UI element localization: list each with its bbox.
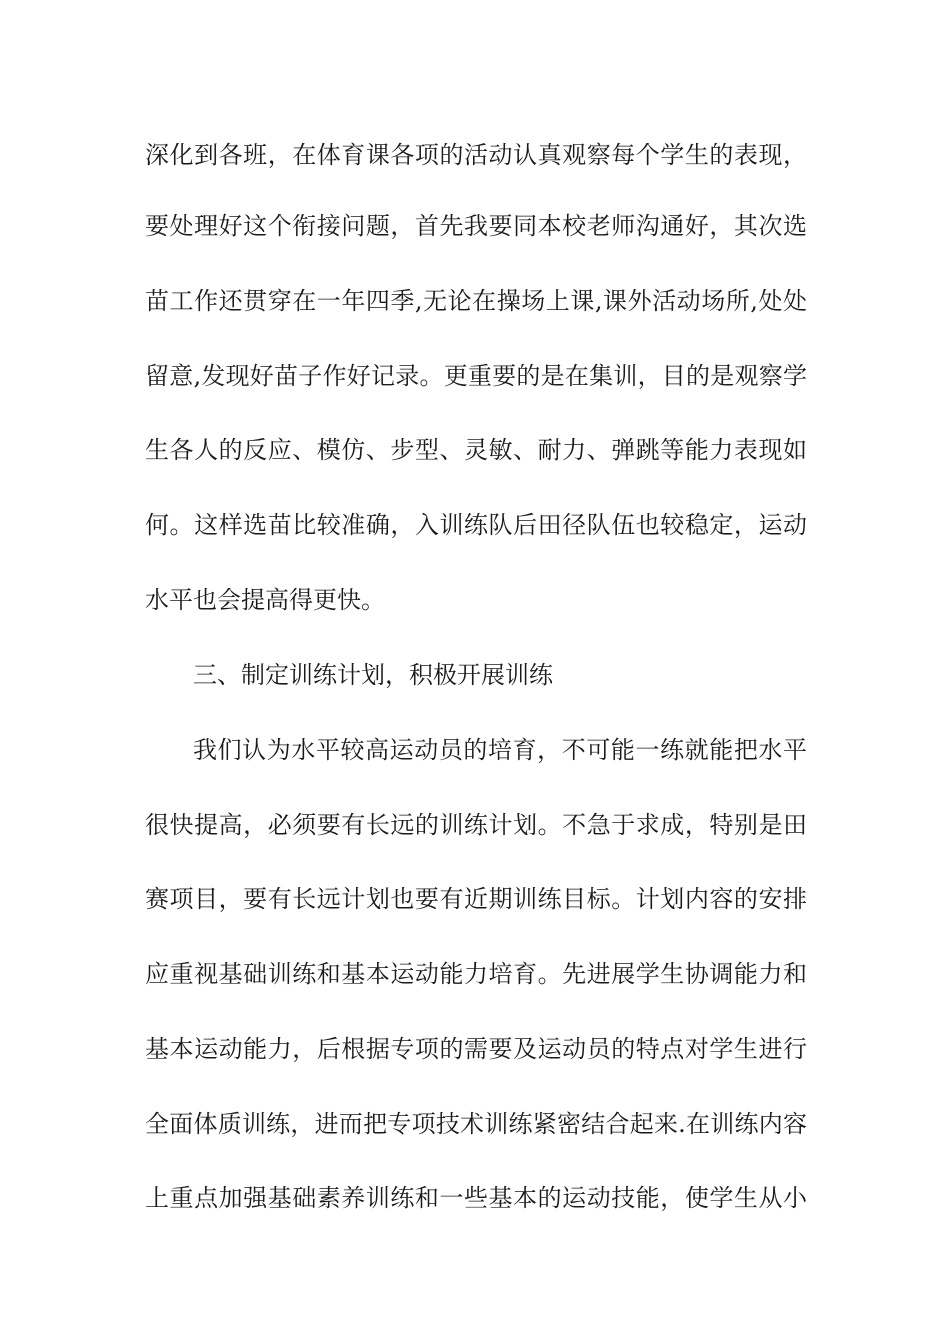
section-heading: 三、制定训练计划，积极开展训练	[193, 661, 553, 689]
paragraph-line-14: 全面体质训练，进而把专项技术训练紧密结合起来.在训练内容	[145, 1110, 807, 1138]
paragraph-line-2: 要处理好这个衔接问题，首先我要同本校老师沟通好，其次选	[145, 212, 807, 240]
paragraph-line-4: 留意,发现好苗子作好记录。更重要的是在集训，目的是观察学	[145, 362, 807, 390]
paragraph-line-15: 上重点加强基础素养训练和一些基本的运动技能，使学生从小	[145, 1184, 807, 1212]
paragraph-line-3: 苗工作还贯穿在一年四季,无论在操场上课,课外活动场所,处处	[145, 287, 807, 315]
paragraph-line-1: 深化到各班，在体育课各项的活动认真观察每个学生的表现，	[145, 141, 807, 169]
paragraph-line-12: 应重视基础训练和基本运动能力培育。先进展学生协调能力和	[145, 960, 807, 988]
paragraph-line-7: 水平也会提高得更快。	[145, 586, 385, 614]
paragraph-line-6: 何。这样选苗比较准确，入训练队后田径队伍也较稳定，运动	[145, 511, 807, 539]
paragraph-line-9: 我们认为水平较高运动员的培育，不可能一练就能把水平	[193, 736, 807, 764]
paragraph-line-5: 生各人的反应、模仿、步型、灵敏、耐力、弹跳等能力表现如	[145, 436, 807, 464]
paragraph-line-11: 赛项目，要有长远计划也要有近期训练目标。计划内容的安排	[145, 885, 807, 913]
paragraph-line-13: 基本运动能力，后根据专项的需要及运动员的特点对学生进行	[145, 1035, 807, 1063]
paragraph-line-10: 很快提高，必须要有长远的训练计划。不急于求成，特别是田	[145, 811, 807, 839]
